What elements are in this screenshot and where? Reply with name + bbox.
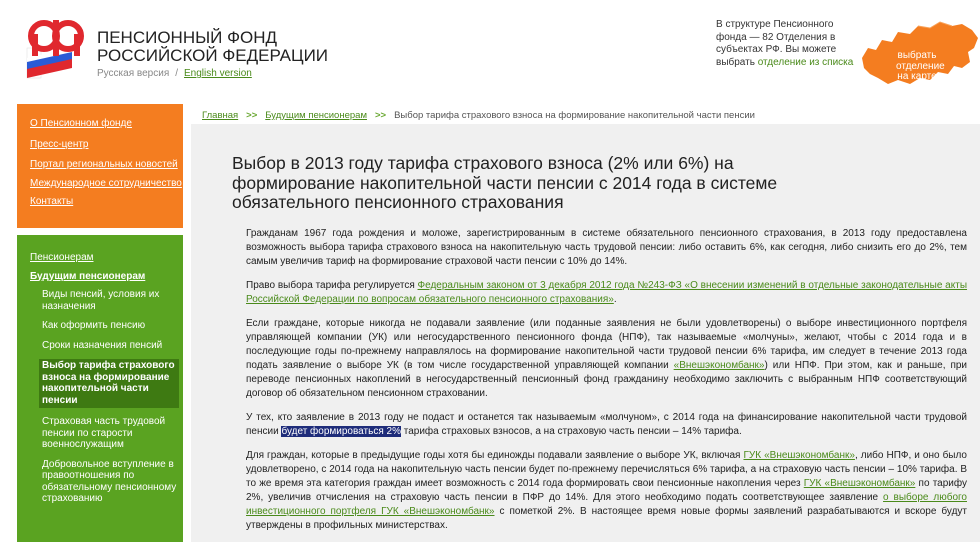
language-switch: [97, 68, 252, 79]
sidebar-item-future-pensioners[interactable]: Будущим пенсионерам: [30, 270, 146, 282]
article-body: [246, 227, 967, 542]
region-list-link[interactable]: отделение из списка: [757, 56, 854, 68]
pfr-logo-icon[interactable]: [24, 14, 90, 80]
region-text: В структуре Пенсионного фонда — 82 Отделения в субъектах РФ. Вы можете выбрать: [716, 19, 837, 68]
breadcrumb-arrow-icon: >>: [246, 110, 258, 121]
sidebar: [17, 104, 183, 542]
paragraph-5: [246, 449, 967, 533]
p5-text-c: по тарифу 2%, увеличив отчисления на страховую часть пенсии в ПФР до 14%. Для этого необходимо подать соответствующее заявление: [246, 478, 967, 503]
org-title-line2: РОССИЙСКОЙ ФЕДЕРАЦИИ: [97, 46, 329, 65]
main-content: [191, 124, 980, 542]
guk-veb-link-2[interactable]: ГУК «Внешэкономбанк»: [803, 478, 916, 489]
org-title-line1: ПЕНСИОННЫЙ ФОНД: [97, 28, 278, 47]
lang-separator: /: [175, 68, 179, 79]
breadcrumb-current: Выбор тарифа страхового взноса на формирование накопительной части пенсии: [394, 110, 755, 121]
sidebar-sub-military[interactable]: Страховая часть трудовой пенсии по старости военнослужащим: [42, 416, 166, 450]
sidebar-item-pensioners[interactable]: Пенсионерам: [30, 252, 94, 263]
federal-law-link[interactable]: Федеральным законом от 3 декабря 2012 года №243-ФЗ «О внесении изменений в отдельные законодательные акты Российской Федерации по вопросам обязательного пенсионного страхования»: [246, 280, 968, 305]
breadcrumb-home[interactable]: Главная: [202, 110, 239, 121]
p5-text-d: с пометкой 2%. В настоящее время новые формы заявлений разрабатываются и вскоре будут утверждены в профильных министерствах.: [246, 506, 967, 531]
sidebar-item-international[interactable]: Международное сотрудничество: [30, 177, 182, 189]
p3-text-b: ) или НПФ. При этом, как и раньше, при переводе пенсионных накоплений в негосударственный пенсионный фонд гражданину необходимо заключить с выбранным НПФ соответствующий договор об обязательном пенсионном страховании.: [246, 360, 968, 399]
sidebar-item-contacts[interactable]: Контакты: [30, 196, 74, 207]
portfolio-choice-link[interactable]: о выборе любого инвестиционного портфеля ГУК «Внешэкономбанк»: [246, 492, 967, 517]
breadcrumb: [202, 110, 755, 121]
org-title[interactable]: [97, 29, 328, 65]
header: [0, 0, 980, 100]
sidebar-top-menu: [17, 104, 183, 228]
map-select-label[interactable]: выбрать отделение на карте: [896, 50, 945, 82]
sidebar-item-regional-news[interactable]: Портал региональных новостей: [30, 159, 178, 170]
paragraph-3: [246, 317, 967, 401]
breadcrumb-arrow-icon: >>: [374, 110, 387, 121]
p4-text-a: У тех, кто заявление в 2013 году не подаст и останется так называемым «молчуном», с 2014 года на финансирование накопительной части трудовой пенсии: [246, 412, 967, 437]
sidebar-sub-voluntary[interactable]: Добровольное вступление в правоотношения по обязательному пенсионному страхованию: [42, 458, 177, 504]
sidebar-sub-pension-types[interactable]: Виды пенсий, условия их назначения: [42, 289, 160, 312]
paragraph-2: [246, 279, 967, 307]
p5-text-b: , либо НПФ, и оно было удовлетворено, с 2014 года на накопительную часть пенсии будет по-прежнему перечисляться 6% тарифа, а на страховую часть пенсии – 10% тарифа. В то же время эта категория граждан имеет возможность с 2014 года формировать свои пенсионные накопления через: [246, 450, 967, 489]
sidebar-sub-tariff-choice[interactable]: Выбор тарифа страхового взноса на формирование накопительной части пенсии: [39, 359, 179, 408]
p2-end: .: [613, 294, 617, 305]
region-info: [716, 19, 856, 69]
p3-text-a: Если граждане, которые никогда не подавали заявление (или поданные заявления не были удовлетворены) о выборе инвестиционного портфеля управляющей компании (УК) или негосударственного пенсионного фонда (НПФ), так называемые «молчуны», желают, чтобы с 2014 года и в последующие годы по-прежнему направлялось на формирование накопительной части трудовой пенсии 6% тарифа, им следует в течение 2013 года подать заявление о выборе УК (в том числе государственной управляющей компании: [246, 318, 967, 371]
text-selection-highlight[interactable]: будет формироваться 2%: [281, 426, 401, 437]
sidebar-sub-terms[interactable]: Сроки назначения пенсий: [42, 339, 163, 351]
sidebar-bottom-menu: [17, 235, 183, 542]
page-title: Выбор в 2013 году тарифа страхового взноса (2% или 6%) на формирование накопительной части пенсии с 2014 года в системе обязательного пенсионного страхования: [232, 153, 778, 212]
sidebar-item-about[interactable]: О Пенсионном фонде: [30, 118, 132, 129]
sidebar-sub-how-to-apply[interactable]: Как оформить пенсию: [42, 320, 146, 331]
guk-veb-link-1[interactable]: ГУК «Внешэкономбанк»: [743, 450, 855, 461]
p4-text-b: тарифа страховых взносов, а на страховую часть пенсии – 14% тарифа.: [400, 426, 742, 437]
lang-current: Русская версия: [97, 68, 170, 79]
breadcrumb-future[interactable]: Будущим пенсионерам: [265, 110, 367, 121]
sidebar-item-press[interactable]: Пресс-центр: [30, 138, 89, 150]
p2-text: Право выбора тарифа регулируется: [246, 280, 418, 291]
paragraph-4: [246, 411, 967, 439]
lang-english-link[interactable]: English version: [184, 68, 252, 79]
paragraph-1: Гражданам 1967 года рождения и моложе, зарегистрированным в системе обязательного пенсионного страхования, в 2013 году предоставлена возможность выбора тарифа страхового взноса на накопительную часть трудовой пенсии: либо оставить 6%, как сегодня, либо снизить его до 2%, тем самым увеличив тариф на формирование страховой части пенсии с 10% до 14%.: [246, 228, 967, 267]
veb-link[interactable]: «Внешэкономбанк»: [673, 360, 765, 371]
p5-text-a: Для граждан, которые в предыдущие годы хотя бы единожды подавали заявление о выборе УК, включая: [246, 450, 744, 461]
